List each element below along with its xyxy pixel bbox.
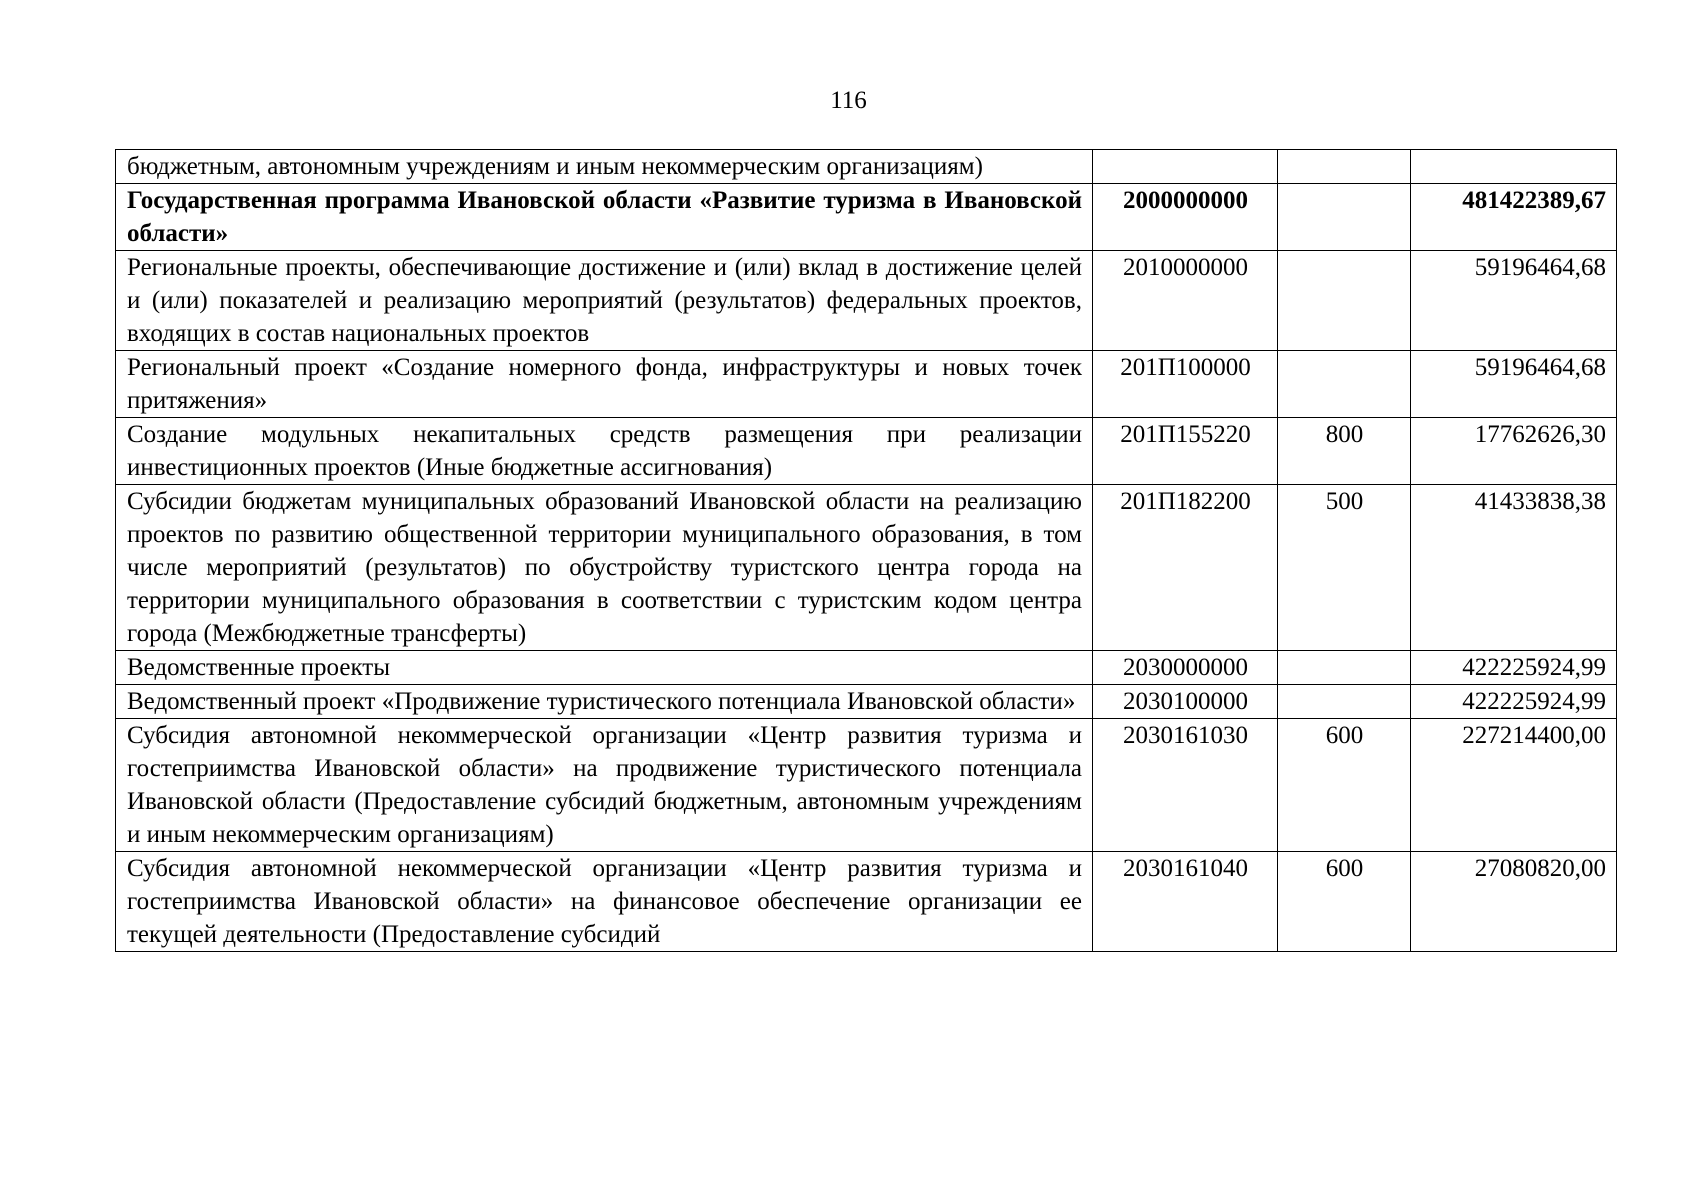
row-amount-cell: 227214400,00	[1411, 719, 1617, 852]
row-expense-type-cell: 500	[1278, 485, 1411, 651]
table-row	[116, 485, 1617, 651]
row-amount-cell: 422225924,99	[1411, 685, 1617, 719]
row-code-cell: 2030161030	[1093, 719, 1278, 852]
table-row	[116, 351, 1617, 418]
budget-table-body	[116, 150, 1617, 952]
row-code-cell: 2010000000	[1093, 251, 1278, 351]
row-expense-type-cell	[1278, 251, 1411, 351]
table-row	[116, 418, 1617, 485]
row-code-cell: 2000000000	[1093, 184, 1278, 251]
row-amount-cell	[1411, 150, 1617, 184]
row-expense-type-cell: 600	[1278, 852, 1411, 952]
row-code-cell: 2030100000	[1093, 685, 1278, 719]
row-name-cell: Региональный проект «Создание номерного фонда, инфраструктуры и новых точек притяжения»	[116, 351, 1093, 418]
row-amount-cell: 17762626,30	[1411, 418, 1617, 485]
row-expense-type-cell: 800	[1278, 418, 1411, 485]
page-number: 116	[830, 87, 867, 114]
row-name-cell: Субсидии бюджетам муниципальных образований Ивановской области на реализацию проектов по развитию общественной территории муниципального образования, в том числе мероприятий (результатов) по обустройству туристского центра города на территории муниципального образования в соответствии с туристским кодом центра города (Межбюджетные трансферты)	[116, 485, 1093, 651]
row-expense-type-cell	[1278, 651, 1411, 685]
row-amount-cell: 27080820,00	[1411, 852, 1617, 952]
row-code-cell: 201П100000	[1093, 351, 1278, 418]
row-name-cell: Создание модульных некапитальных средств размещения при реализации инвестиционных проектов (Иные бюджетные ассигнования)	[116, 418, 1093, 485]
row-amount-cell: 59196464,68	[1411, 351, 1617, 418]
table-row	[116, 651, 1617, 685]
row-code-cell: 201П155220	[1093, 418, 1278, 485]
row-expense-type-cell: 600	[1278, 719, 1411, 852]
row-amount-cell: 481422389,67	[1411, 184, 1617, 251]
row-code-cell: 2030000000	[1093, 651, 1278, 685]
row-name-cell: Субсидия автономной некоммерческой организации «Центр развития туризма и гостеприимства Ивановской области» на финансовое обеспечение организации ее текущей деятельности (Предоставление субсидий	[116, 852, 1093, 952]
row-code-cell	[1093, 150, 1278, 184]
table-row	[116, 852, 1617, 952]
row-name-cell: бюджетным, автономным учреждениям и иным некоммерческим организациям)	[116, 150, 1093, 184]
row-amount-cell: 41433838,38	[1411, 485, 1617, 651]
table-row	[116, 150, 1617, 184]
table-row	[116, 251, 1617, 351]
table-row	[116, 719, 1617, 852]
row-name-cell: Субсидия автономной некоммерческой организации «Центр развития туризма и гостеприимства Ивановской области» на продвижение туристического потенциала Ивановской области (Предоставление субсидий бюджетным, автономным учреждениям и иным некоммерческим организациям)	[116, 719, 1093, 852]
row-name-cell: Региональные проекты, обеспечивающие достижение и (или) вклад в достижение целей и (или) показателей и реализацию мероприятий (результатов) федеральных проектов, входящих в состав национальных проектов	[116, 251, 1093, 351]
row-name-cell: Государственная программа Ивановской области «Развитие туризма в Ивановской области»	[116, 184, 1093, 251]
row-code-cell: 201П182200	[1093, 485, 1278, 651]
row-expense-type-cell	[1278, 184, 1411, 251]
table-row	[116, 685, 1617, 719]
row-expense-type-cell	[1278, 351, 1411, 418]
row-name-cell: Ведомственный проект «Продвижение туристического потенциала Ивановской области»	[116, 685, 1093, 719]
row-name-cell: Ведомственные проекты	[116, 651, 1093, 685]
table-row	[116, 184, 1617, 251]
row-expense-type-cell	[1278, 150, 1411, 184]
row-amount-cell: 59196464,68	[1411, 251, 1617, 351]
row-amount-cell: 422225924,99	[1411, 651, 1617, 685]
budget-table	[115, 149, 1617, 952]
row-code-cell: 2030161040	[1093, 852, 1278, 952]
row-expense-type-cell	[1278, 685, 1411, 719]
